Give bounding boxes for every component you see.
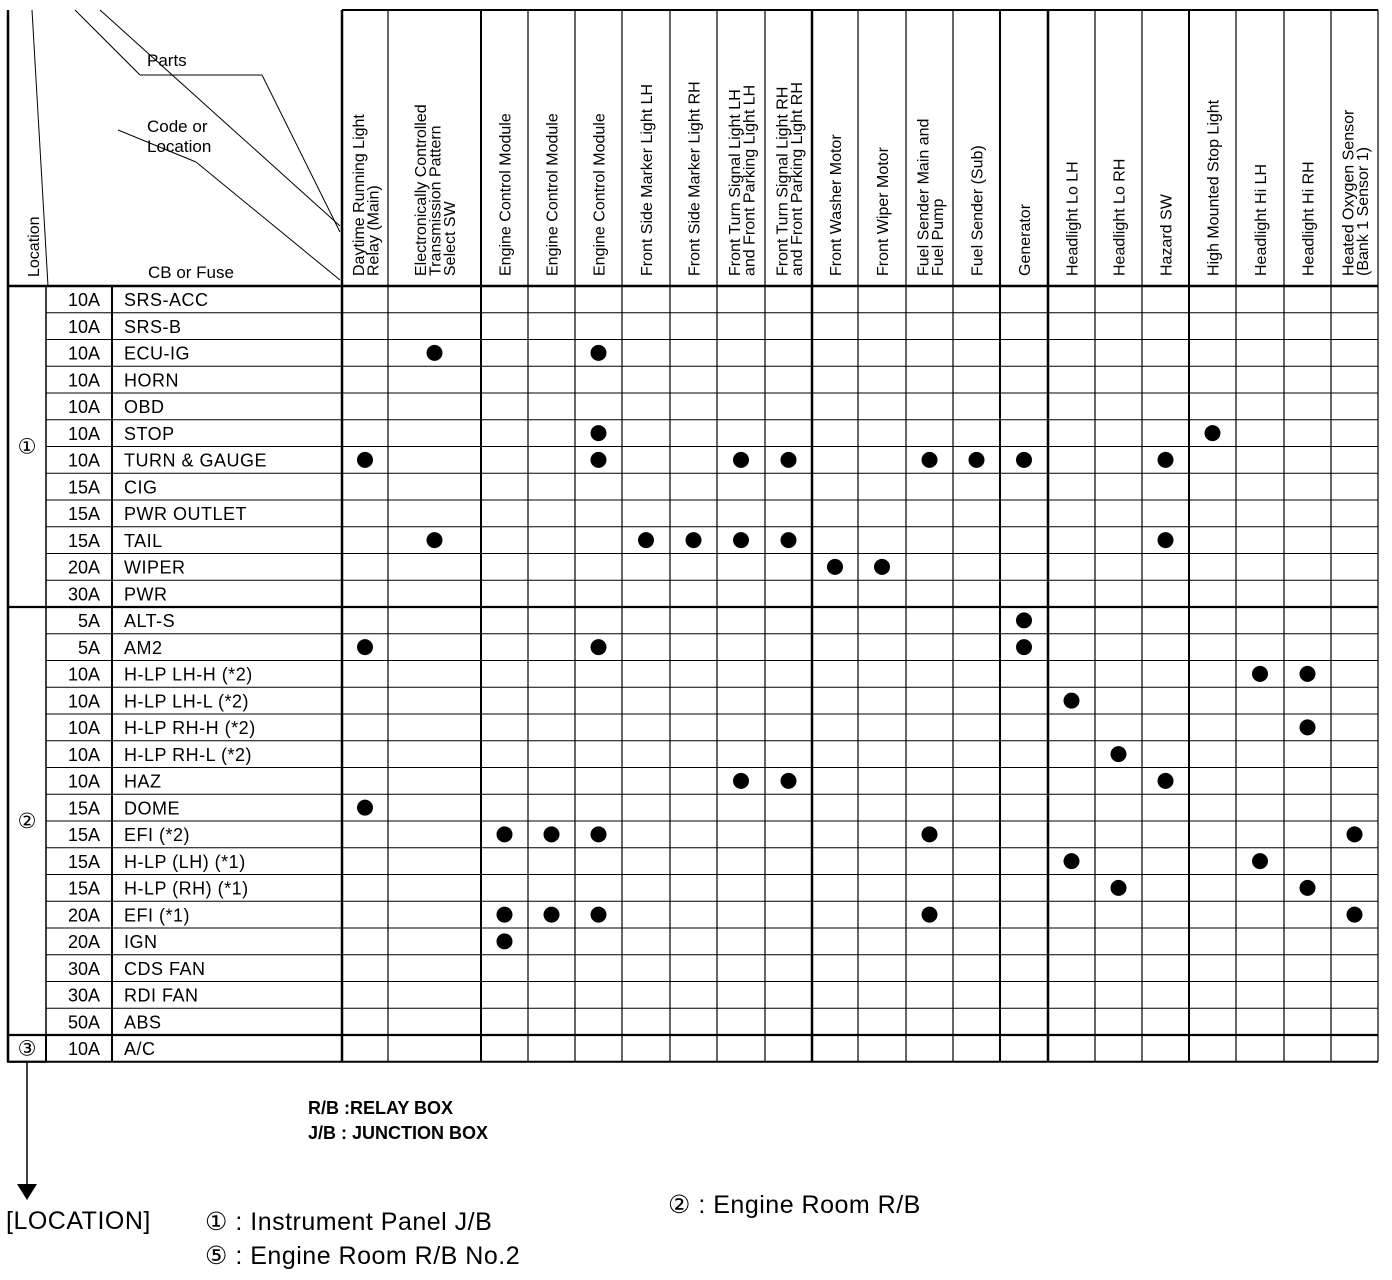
connection-dot bbox=[1158, 452, 1174, 468]
connection-dot bbox=[591, 425, 607, 441]
fuse-name: EFI (*1) bbox=[124, 905, 191, 926]
column-header-label: Daytime Running Light bbox=[350, 114, 368, 276]
fuse-amperage: 15A bbox=[67, 825, 100, 845]
column-header-label: and Front Parking Light LH bbox=[741, 84, 759, 276]
connection-dot bbox=[686, 532, 702, 548]
fuse-name: HAZ bbox=[124, 771, 162, 792]
fuse-amperage: 10A bbox=[67, 290, 100, 310]
fuse-amperage: 20A bbox=[67, 905, 100, 926]
column-header-label: Select SW bbox=[442, 201, 459, 276]
fuse-amperage: 10A bbox=[67, 744, 100, 765]
column-header-label: Front Wiper Motor bbox=[875, 147, 892, 276]
fuse-name: CDS FAN bbox=[124, 958, 206, 979]
column-header-label: High Mounted Stop Light bbox=[1205, 99, 1223, 276]
column-header-label: Front Turn Signal Light LH bbox=[726, 89, 744, 276]
connection-dot bbox=[1300, 666, 1316, 682]
location-group-symbol: ③ bbox=[17, 1037, 37, 1061]
fuse-name: H-LP RH-L (*2) bbox=[124, 744, 253, 765]
connection-dot bbox=[922, 826, 938, 842]
fuse-amperage: 15A bbox=[67, 477, 100, 498]
fuse-name: STOP bbox=[124, 423, 175, 444]
location-bracket: [LOCATION] bbox=[6, 1207, 151, 1235]
fuse-amperage: 15A bbox=[67, 851, 100, 872]
connection-dot bbox=[357, 639, 373, 655]
fuse-amperage: 30A bbox=[67, 958, 100, 979]
fuse-name: H-LP LH-H (*2) bbox=[124, 664, 253, 685]
location-1-desc: ① : Instrument Panel J/B bbox=[205, 1208, 493, 1236]
connection-dot bbox=[497, 826, 513, 842]
fuse-amperage: 10A bbox=[67, 423, 100, 444]
fuse-name: H-LP RH-H (*2) bbox=[124, 718, 256, 738]
connection-dot bbox=[969, 452, 985, 468]
column-header-label: Transmission Pattern bbox=[427, 125, 445, 276]
column-header-label: Engine Control Module bbox=[544, 113, 562, 276]
header-diagonal-3 bbox=[100, 10, 340, 226]
connection-dot bbox=[781, 532, 797, 548]
cb-fuse-label: CB or Fuse bbox=[148, 263, 234, 282]
column-header-label: Electronically Controlled bbox=[413, 104, 430, 276]
fuse-name: PWR OUTLET bbox=[124, 504, 248, 524]
fuse-name: SRS-ACC bbox=[124, 290, 209, 310]
column-header-label: Engine Control Module bbox=[497, 113, 515, 276]
connection-dot bbox=[591, 452, 607, 468]
fuse-name: DOME bbox=[124, 798, 180, 819]
fuse-amperage: 10A bbox=[67, 316, 100, 337]
connection-dot bbox=[781, 773, 797, 789]
column-header-label: Front Washer Motor bbox=[828, 134, 845, 276]
connection-dot bbox=[1158, 532, 1174, 548]
connection-dot bbox=[1016, 612, 1032, 628]
fuse-name: A/C bbox=[124, 1039, 156, 1059]
connection-dot bbox=[1252, 666, 1268, 682]
column-header-label: Generator bbox=[1017, 203, 1034, 276]
location-group-symbol: ① bbox=[17, 435, 37, 459]
fuse-name: PWR bbox=[124, 584, 168, 605]
fuse-amperage: 10A bbox=[67, 771, 100, 792]
connection-dot bbox=[922, 452, 938, 468]
code-label-line2: Location bbox=[147, 137, 212, 156]
column-header-label: Front Turn Signal Light RH bbox=[774, 86, 792, 276]
location-header-label: Location bbox=[26, 216, 43, 277]
connection-dot bbox=[1252, 853, 1268, 869]
location-5-desc: ⑤ : Engine Room R/B No.2 bbox=[205, 1242, 521, 1270]
header-diagonal-2a bbox=[75, 10, 140, 75]
fuse-amperage: 10A bbox=[67, 450, 100, 471]
column-header-label: Heated Oxygen Sensor bbox=[1340, 109, 1358, 276]
legend-relay-box: R/B :RELAY BOX bbox=[308, 1098, 454, 1118]
fuse-name: OBD bbox=[124, 397, 165, 417]
connection-dot bbox=[733, 773, 749, 789]
parts-label: Parts bbox=[147, 51, 187, 70]
column-header-label: Engine Control Module bbox=[591, 113, 609, 276]
fuse-amperage: 10A bbox=[67, 397, 100, 417]
column-header-label: Hazard SW bbox=[1158, 194, 1176, 276]
fuse-amperage: 10A bbox=[67, 1039, 100, 1059]
connection-dot bbox=[1064, 693, 1080, 709]
column-header-label: Front Side Marker Light RH bbox=[686, 81, 704, 276]
connection-dot bbox=[1016, 639, 1032, 655]
connection-dot bbox=[1347, 826, 1363, 842]
fuse-name: IGN bbox=[124, 932, 158, 952]
fuse-name: ALT-S bbox=[124, 611, 176, 631]
column-header-label: Headlight Hi RH bbox=[1300, 161, 1318, 276]
fuse-amperage: 15A bbox=[67, 530, 100, 551]
connection-dot bbox=[1300, 719, 1316, 735]
connection-dot bbox=[922, 907, 938, 923]
connection-dot bbox=[497, 907, 513, 923]
fuse-name: WIPER bbox=[124, 557, 186, 578]
fuse-name: H-LP (LH) (*1) bbox=[124, 851, 246, 872]
connection-dot bbox=[1016, 452, 1032, 468]
connection-dot bbox=[497, 933, 513, 949]
connection-dot bbox=[357, 452, 373, 468]
column-header-label: (Bank 1 Sensor 1) bbox=[1354, 147, 1372, 276]
column-header-label: Front Side Marker Light LH bbox=[639, 83, 656, 276]
column-header-label: Fuel Pump bbox=[929, 198, 947, 276]
fuse-name: ECU-IG bbox=[124, 343, 190, 364]
connection-dot bbox=[1111, 746, 1127, 762]
fuse-amperage: 30A bbox=[67, 985, 100, 1006]
fuse-amperage: 15A bbox=[67, 878, 100, 899]
fuse-amperage: 10A bbox=[67, 718, 100, 738]
fuse-amperage: 20A bbox=[67, 932, 100, 952]
connection-dot bbox=[1158, 773, 1174, 789]
connection-dot bbox=[591, 826, 607, 842]
fuse-name: AM2 bbox=[124, 637, 163, 658]
connection-dot bbox=[1300, 880, 1316, 896]
connection-dot bbox=[1347, 907, 1363, 923]
fuse-name: ABS bbox=[124, 1012, 162, 1033]
connection-dot bbox=[781, 452, 797, 468]
header-diagonal-2c bbox=[262, 75, 340, 232]
fuse-name: H-LP LH-L (*2) bbox=[124, 691, 250, 712]
fuse-amperage: 15A bbox=[67, 798, 100, 819]
location-2-desc: ② : Engine Room R/B bbox=[668, 1191, 921, 1219]
fuse-amperage: 10A bbox=[67, 370, 100, 391]
fuse-amperage: 15A bbox=[67, 504, 100, 524]
fuse-amperage: 20A bbox=[67, 557, 100, 578]
fuse-amperage: 10A bbox=[67, 691, 100, 712]
fuse-name: SRS-B bbox=[124, 316, 182, 337]
connection-dot bbox=[544, 907, 560, 923]
connection-dot bbox=[591, 345, 607, 361]
connection-dot bbox=[544, 826, 560, 842]
column-header-label: Headlight Hi LH bbox=[1253, 163, 1270, 276]
connection-dot bbox=[638, 532, 654, 548]
fuse-name: TAIL bbox=[124, 530, 163, 551]
fuse-amperage: 30A bbox=[67, 584, 100, 605]
connection-dot bbox=[591, 907, 607, 923]
fuse-amperage: 10A bbox=[67, 664, 100, 685]
legend-junction-box: J/B : JUNCTION BOX bbox=[308, 1123, 489, 1143]
connection-dot bbox=[1205, 425, 1221, 441]
fuse-amperage: 5A bbox=[77, 611, 100, 631]
fuse-name: CIG bbox=[124, 477, 158, 498]
fuse-amperage: 50A bbox=[67, 1012, 100, 1033]
location-arrow-head bbox=[17, 1184, 37, 1200]
fuse-name: TURN & GAUGE bbox=[124, 450, 268, 471]
location-group-symbol: ② bbox=[17, 810, 37, 833]
fuse-name: HORN bbox=[124, 370, 179, 391]
column-header-label: Headlight Lo RH bbox=[1111, 158, 1129, 276]
fuse-name: RDI FAN bbox=[124, 985, 199, 1006]
code-label-line1: Code or bbox=[147, 117, 208, 136]
column-header-label: Fuel Sender Main and bbox=[915, 118, 933, 276]
connection-dot bbox=[427, 345, 443, 361]
connection-dot bbox=[591, 639, 607, 655]
connection-dot bbox=[733, 532, 749, 548]
connection-dot bbox=[733, 452, 749, 468]
connection-dot bbox=[1064, 853, 1080, 869]
connection-dot bbox=[357, 800, 373, 816]
fuse-name: H-LP (RH) (*1) bbox=[124, 878, 249, 899]
connection-dot bbox=[427, 532, 443, 548]
fuse-name: EFI (*2) bbox=[124, 825, 191, 845]
column-header-label: Fuel Sender (Sub) bbox=[969, 145, 987, 276]
fuse-amperage: 10A bbox=[67, 343, 100, 364]
connection-dot bbox=[1111, 880, 1127, 896]
column-header-label: Relay (Main) bbox=[365, 185, 383, 276]
connection-dot bbox=[827, 559, 843, 575]
connection-dot bbox=[874, 559, 890, 575]
column-header-label: and Front Parking Light RH bbox=[788, 82, 806, 276]
fuse-amperage: 5A bbox=[77, 637, 100, 658]
column-header-label: Headlight Lo LH bbox=[1064, 161, 1082, 276]
